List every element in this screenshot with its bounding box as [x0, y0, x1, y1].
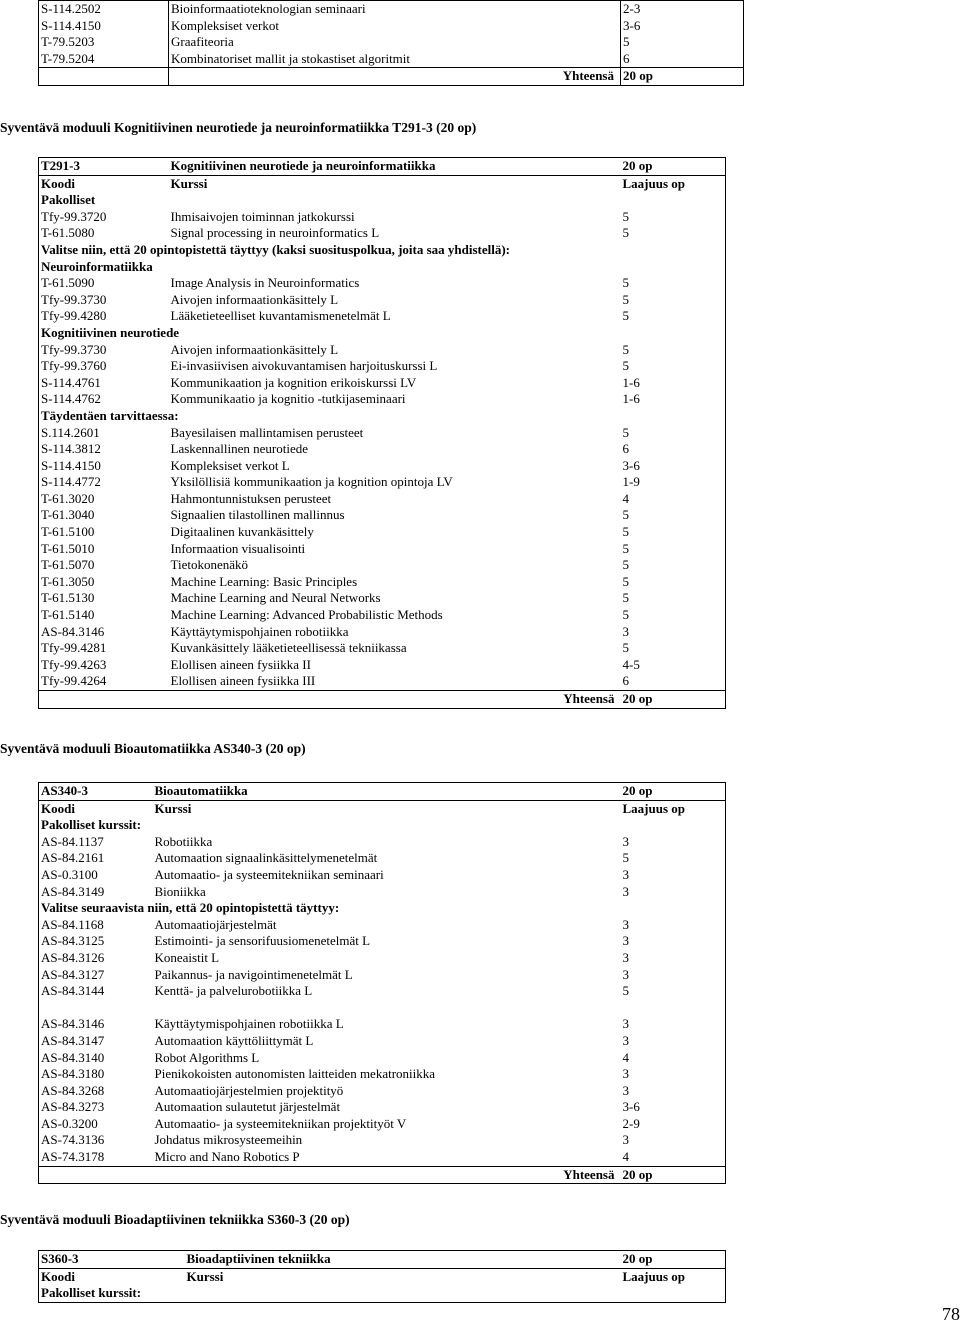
course-credits: 5	[622, 308, 629, 324]
section-choose-label: Valitse seuraavista niin, että 20 opintopistettä täyttyy:	[41, 900, 340, 916]
course-credits: 5	[622, 983, 629, 999]
course-row	[39, 850, 726, 867]
bioauto-course-table	[38, 782, 726, 1184]
course-name: Elollisen aineen fysiikka II	[170, 656, 311, 672]
total-label: Yhteensä	[169, 691, 621, 709]
course-credits: 5	[622, 540, 629, 556]
course-code: AS-84.3127	[41, 966, 105, 982]
course-code: AS-84.3144	[41, 983, 105, 999]
course-credits: 3	[622, 966, 629, 982]
course-name: Bioniikka	[154, 883, 206, 899]
course-row	[39, 884, 726, 901]
column-code: Koodi	[41, 800, 75, 816]
bioadapt-table-block	[38, 1250, 725, 1303]
course-name: Automaatio- ja systeemitekniikan projektityöt V	[154, 1115, 407, 1131]
course-code: AS-84.3180	[41, 1066, 105, 1082]
course-name: Yksilöllisiä kommunikaation ja kognition opintoja LV	[170, 474, 453, 490]
course-credits: 5	[622, 358, 629, 374]
course-name: Machine Learning: Basic Principles	[170, 573, 358, 589]
course-code: T-61.5090	[41, 275, 95, 291]
course-credits: 3	[622, 1066, 629, 1082]
course-row	[39, 458, 726, 475]
course-name: Automaatiojärjestelmien projektityö	[154, 1082, 344, 1098]
column-header-row	[39, 1268, 726, 1285]
course-code: AS-74.3136	[41, 1132, 105, 1148]
course-name: Pienikokoisten autonomisten laitteiden mekatroniikka	[154, 1066, 436, 1082]
course-code: AS-84.3268	[41, 1082, 105, 1098]
course-name: Ei-invasiivisen aivokuvantamisen harjoituskurssi L	[170, 358, 438, 374]
course-credits: 3-6	[622, 457, 640, 473]
course-row	[39, 1050, 726, 1067]
column-header-row	[39, 800, 726, 817]
course-row	[39, 1149, 726, 1166]
course-credits: 3	[622, 1032, 629, 1048]
course-name: Paikannus- ja navigointimenetelmät L	[154, 966, 353, 982]
module-header-row	[39, 783, 726, 801]
course-row	[39, 1116, 726, 1133]
neuro-course-table	[38, 157, 726, 709]
course-row	[39, 1099, 726, 1116]
section-label-row	[39, 192, 726, 209]
column-code: Koodi	[41, 175, 75, 191]
course-name: Micro and Nano Robotics P	[154, 1149, 300, 1165]
course-code: S-114.4761	[41, 374, 101, 390]
course-row	[39, 624, 726, 641]
course-name: Hahmontunnistuksen perusteet	[170, 490, 332, 506]
course-code: AS-84.3146	[41, 1016, 105, 1032]
course-name: Informaation visualisointi	[170, 540, 306, 556]
course-credits: 3	[622, 833, 629, 849]
course-name: Signaalien tilastollinen mallinnus	[170, 507, 345, 523]
total-row	[39, 1166, 726, 1184]
column-credits: Laajuus op	[622, 175, 685, 191]
course-credits: 3	[622, 1016, 629, 1032]
course-row	[39, 342, 726, 359]
course-code: T-61.3040	[41, 507, 95, 523]
total-value: 20 op	[621, 1166, 726, 1184]
course-name: Aivojen informaationkäsittely L	[170, 341, 339, 357]
course-code: AS-84.3149	[41, 883, 105, 899]
course-name: Digitaalinen kuvankäsittely	[170, 524, 314, 540]
course-row	[39, 34, 744, 51]
course-row	[39, 358, 726, 375]
course-code: T-61.5070	[41, 557, 95, 573]
course-row	[39, 292, 726, 309]
total-value: 20 op	[621, 68, 744, 86]
course-row	[39, 657, 726, 674]
course-credits: 5	[622, 275, 629, 291]
course-name: Automaatiojärjestelmät	[154, 916, 277, 932]
course-row	[39, 933, 726, 950]
course-name: Machine Learning: Advanced Probabilistic Methods	[170, 607, 443, 623]
course-code: Tfy-99.4264	[41, 673, 107, 689]
course-code: T-61.3050	[41, 573, 95, 589]
group-label-cognitive: Kognitiivinen neurotiede	[41, 324, 180, 340]
course-row	[39, 275, 726, 292]
course-row	[39, 1066, 726, 1083]
neuro-table-block	[38, 157, 725, 709]
module-code: T291-3	[39, 158, 169, 176]
module-code: AS340-3	[39, 783, 153, 801]
course-credits: 3-6	[622, 1099, 640, 1115]
course-row	[39, 917, 726, 934]
course-code: T-61.3020	[41, 490, 95, 506]
course-credits: 1-6	[622, 391, 640, 407]
course-name: Käyttäytymispohjainen robotiikka L	[154, 1016, 344, 1032]
course-row	[39, 967, 726, 984]
course-credits: 3	[622, 916, 629, 932]
course-credits: 4-5	[622, 656, 640, 672]
course-credits: 5	[621, 34, 744, 51]
course-credits: 3	[622, 866, 629, 882]
course-name: Kommunikaation ja kognition erikoiskurssi LV	[170, 374, 417, 390]
course-code: T-61.5080	[41, 225, 95, 241]
section-label-row	[39, 242, 726, 259]
course-code: Tfy-99.4263	[41, 656, 107, 672]
module-heading-bioautomation: Syventävä moduuli Bioautomatiikka AS340-3 (20 op)	[0, 741, 306, 756]
course-code: Tfy-99.4281	[41, 640, 107, 656]
column-course: Kurssi	[154, 800, 192, 816]
course-code: S-114.4150	[41, 457, 101, 473]
course-credits: 5	[622, 640, 629, 656]
course-code: T-79.5203	[41, 34, 95, 50]
course-credits: 5	[622, 607, 629, 623]
course-row	[39, 391, 726, 408]
course-code: S-114.4150	[41, 17, 101, 33]
top-course-table	[38, 0, 744, 86]
course-row	[39, 441, 726, 458]
course-name: Bioinformaatioteknologian seminaari	[169, 1, 621, 18]
course-credits: 5	[622, 557, 629, 573]
course-row	[39, 574, 726, 591]
course-row	[39, 1033, 726, 1050]
course-name: Tietokonenäkö	[170, 557, 249, 573]
top-course-table-block	[38, 0, 743, 86]
section-label-row	[39, 408, 726, 425]
group-label-supplementary: Täydentäen tarvittaessa:	[41, 407, 179, 423]
course-credits: 5	[622, 208, 629, 224]
course-name: Lääketieteelliset kuvantamismenetelmät L	[170, 308, 391, 324]
course-row	[39, 541, 726, 558]
course-code: T-61.5140	[41, 607, 95, 623]
course-credits: 3	[622, 949, 629, 965]
module-header-row	[39, 158, 726, 176]
course-row	[39, 375, 726, 392]
course-name: Automaation käyttöliittymät L	[154, 1032, 314, 1048]
course-code: AS-84.3273	[41, 1099, 105, 1115]
course-credits: 5	[622, 341, 629, 357]
course-name: Robotiikka	[154, 833, 213, 849]
course-name: Signal processing in neuroinformatics L	[170, 225, 380, 241]
course-name: Estimointi- ja sensorifuusiomenetelmät L	[154, 933, 371, 949]
module-header-row	[39, 1251, 726, 1269]
course-credits: 3	[622, 1132, 629, 1148]
column-course: Kurssi	[170, 175, 208, 191]
column-credits: Laajuus op	[622, 800, 685, 816]
course-name: Automaatio- ja systeemitekniikan seminaari	[154, 866, 384, 882]
module-name: Bioautomatiikka	[153, 783, 621, 801]
course-name: Automaation signaalinkäsittelymenetelmät	[154, 850, 378, 866]
course-credits: 3	[622, 623, 629, 639]
course-code: S-114.3812	[41, 441, 101, 457]
course-code: AS-84.1168	[41, 916, 104, 932]
section-label-row	[39, 817, 726, 834]
course-row	[39, 308, 726, 325]
course-code: AS-84.1137	[41, 833, 104, 849]
course-credits: 2-9	[622, 1115, 640, 1131]
course-credits: 5	[622, 524, 629, 540]
course-name: Robot Algorithms L	[154, 1049, 260, 1065]
course-name: Graafiteoria	[169, 34, 621, 51]
course-row	[39, 225, 726, 242]
module-heading-bioadaptive: Syventävä moduuli Bioadaptiivinen tekniikka S360-3 (20 op)	[0, 1212, 350, 1227]
column-code: Koodi	[41, 1268, 75, 1284]
course-row	[39, 491, 726, 508]
course-credits: 3	[622, 1082, 629, 1098]
section-choose-label: Valitse niin, että 20 opintopistettä täyttyy (kaksi suosituspolkua, joita saa yhdistellä):	[41, 241, 511, 257]
course-row	[39, 590, 726, 607]
course-credits: 5	[622, 291, 629, 307]
course-code: S-114.2502	[41, 1, 101, 16]
course-name: Bayesilaisen mallintamisen perusteet	[170, 424, 364, 440]
group-label-neuroinformatics: Neuroinformatiikka	[41, 258, 153, 274]
section-label-row	[39, 259, 726, 276]
module-credits: 20 op	[621, 783, 726, 801]
spacer-row	[39, 1000, 726, 1017]
course-credits: 1-6	[622, 374, 640, 390]
course-code: S-114.4772	[41, 474, 101, 490]
course-row	[39, 209, 726, 226]
section-label-row	[39, 325, 726, 342]
course-name: Kompleksiset verkot	[169, 18, 621, 35]
course-row	[39, 425, 726, 442]
course-code: T-61.5130	[41, 590, 95, 606]
module-name: Kognitiivinen neurotiede ja neuroinformatiikka	[169, 158, 621, 176]
course-name: Johdatus mikrosysteemeihin	[154, 1132, 303, 1148]
course-row	[39, 834, 726, 851]
section-label-row	[39, 900, 726, 917]
course-credits: 2-3	[621, 1, 744, 18]
course-name: Kuvankäsittely lääketieteellisessä tekniikassa	[170, 640, 407, 656]
bioadapt-course-table	[38, 1250, 726, 1303]
course-credits: 3	[622, 883, 629, 899]
course-code: AS-84.3126	[41, 949, 105, 965]
course-row	[39, 507, 726, 524]
course-row	[39, 950, 726, 967]
course-credits: 5	[622, 507, 629, 523]
module-credits: 20 op	[621, 158, 726, 176]
course-code: Tfy-99.3720	[41, 208, 107, 224]
course-row	[39, 1016, 726, 1033]
course-credits: 6	[622, 441, 629, 457]
module-heading-neuro: Syventävä moduuli Kognitiivinen neurotiede ja neuroinformatiikka T291-3 (20 op)	[0, 120, 477, 135]
section-mandatory-label: Pakolliset kurssit:	[41, 817, 142, 833]
course-row	[39, 607, 726, 624]
course-code: T-61.5100	[41, 524, 95, 540]
course-code: Tfy-99.4280	[41, 308, 107, 324]
course-credits: 3	[622, 933, 629, 949]
course-code: AS-84.3125	[41, 933, 105, 949]
course-name: Koneaistit L	[154, 949, 220, 965]
course-row	[39, 474, 726, 491]
total-row	[39, 68, 744, 86]
course-credits: 6	[621, 51, 744, 68]
course-row	[39, 18, 744, 35]
course-code: AS-0.3200	[41, 1115, 98, 1131]
course-code: S-114.4762	[41, 391, 101, 407]
course-credits: 1-9	[622, 474, 640, 490]
course-code: T-79.5204	[41, 50, 95, 66]
course-row	[39, 557, 726, 574]
column-course: Kurssi	[186, 1268, 224, 1284]
total-value: 20 op	[621, 691, 726, 709]
section-label-row	[39, 1285, 726, 1302]
total-label: Yhteensä	[169, 68, 621, 86]
course-code: T-61.5010	[41, 540, 95, 556]
course-code: AS-0.3100	[41, 866, 98, 882]
course-credits: 5	[622, 573, 629, 589]
course-credits: 3-6	[621, 18, 744, 35]
course-name: Automaation sulautetut järjestelmät	[154, 1099, 341, 1115]
course-credits: 6	[622, 673, 629, 689]
course-name: Machine Learning and Neural Networks	[170, 590, 381, 606]
course-credits: 4	[622, 1149, 629, 1165]
course-credits: 5	[622, 590, 629, 606]
course-name: Ihmisaivojen toiminnan jatkokurssi	[170, 208, 355, 224]
total-label: Yhteensä	[153, 1166, 621, 1184]
course-row	[39, 640, 726, 657]
course-code: AS-84.3147	[41, 1032, 105, 1048]
course-code: AS-84.3146	[41, 623, 105, 639]
course-row	[39, 983, 726, 1000]
course-name: Kenttä- ja palvelurobotiikka L	[154, 983, 313, 999]
column-credits: Laajuus op	[622, 1268, 685, 1284]
course-row	[39, 51, 744, 68]
course-name: Laskennallinen neurotiede	[170, 441, 309, 457]
page-number: 78	[942, 1304, 960, 1325]
course-row	[39, 1, 744, 18]
course-code: Tfy-99.3730	[41, 291, 107, 307]
course-credits: 5	[622, 424, 629, 440]
course-row	[39, 524, 726, 541]
course-name: Aivojen informaationkäsittely L	[170, 291, 339, 307]
module-name: Bioadaptiivinen tekniikka	[185, 1251, 621, 1269]
course-name: Kompleksiset verkot L	[170, 457, 290, 473]
course-credits: 5	[622, 850, 629, 866]
course-name: Kombinatoriset mallit ja stokastiset algoritmit	[169, 51, 621, 68]
course-code: S.114.2601	[41, 424, 100, 440]
module-code: S360-3	[39, 1251, 185, 1269]
course-code: AS-84.2161	[41, 850, 105, 866]
course-name: Käyttäytymispohjainen robotiikka	[170, 623, 349, 639]
course-row	[39, 673, 726, 690]
course-name: Kommunikaatio ja kognitio -tutkijaseminaari	[170, 391, 406, 407]
course-row	[39, 1083, 726, 1100]
total-row	[39, 691, 726, 709]
course-code: AS-84.3140	[41, 1049, 105, 1065]
section-mandatory-label: Pakolliset kurssit:	[41, 1285, 142, 1301]
course-code: Tfy-99.3760	[41, 358, 107, 374]
course-name: Elollisen aineen fysiikka III	[170, 673, 316, 689]
course-row	[39, 867, 726, 884]
course-code: Tfy-99.3730	[41, 341, 107, 357]
course-credits: 4	[622, 490, 629, 506]
module-credits: 20 op	[621, 1251, 726, 1269]
bioauto-table-block	[38, 782, 725, 1184]
section-mandatory-label: Pakolliset	[41, 192, 96, 208]
course-row	[39, 1132, 726, 1149]
course-credits: 5	[622, 225, 629, 241]
column-header-row	[39, 175, 726, 192]
course-code: AS-74.3178	[41, 1149, 105, 1165]
course-credits: 4	[622, 1049, 629, 1065]
course-name: Image Analysis in Neuroinformatics	[170, 275, 360, 291]
